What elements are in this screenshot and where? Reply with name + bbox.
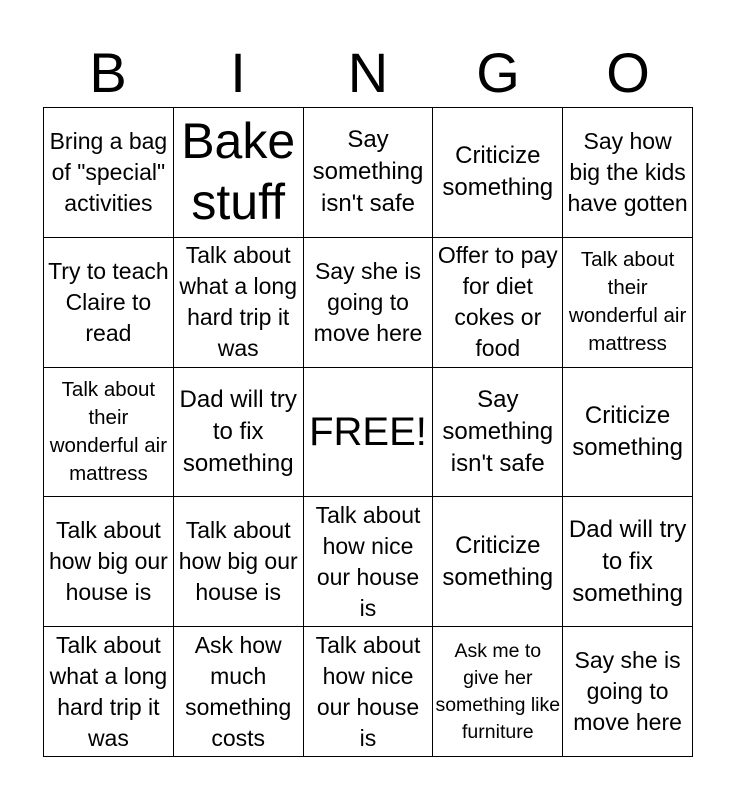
header-letter-b: B [89, 41, 127, 104]
cell-text: Talk about what a long hard trip it was [179, 242, 298, 362]
cell-text: Talk about how big our house is [178, 517, 298, 606]
header-letter-g: G [476, 41, 520, 104]
cell-text: Criticize something [442, 142, 554, 202]
bingo-cell-r3c4[interactable] [433, 368, 563, 498]
bingo-cell-r3c5[interactable] [563, 368, 693, 498]
bingo-cell-r1c1[interactable] [44, 108, 174, 238]
bingo-cell-r4c4[interactable] [433, 497, 563, 627]
cell-text: Talk about how nice our house is [315, 501, 421, 621]
bingo-cell-r2c1[interactable] [44, 238, 174, 368]
bingo-cell-r3c2[interactable] [174, 368, 304, 498]
cell-text: Offer to pay for diet cokes or food [437, 242, 558, 362]
cell-text: Criticize something [572, 401, 683, 461]
header-letter-i: I [230, 41, 246, 104]
bingo-cell-r3c3-free[interactable] [304, 368, 434, 498]
cell-text: Talk about how big our house is [48, 517, 168, 606]
cell-text: Criticize something [442, 531, 554, 591]
cell-text: Dad will try to fix something [568, 515, 687, 607]
bingo-cell-r5c2[interactable] [174, 627, 304, 757]
bingo-cell-r4c5[interactable] [563, 497, 693, 627]
bingo-cell-r5c4[interactable] [433, 627, 563, 757]
bingo-cell-r4c2[interactable] [174, 497, 304, 627]
bingo-cell-r2c2[interactable] [174, 238, 304, 368]
bingo-cell-r4c1[interactable] [44, 497, 174, 627]
cell-text: Ask how much something costs [185, 631, 292, 751]
bingo-header [43, 40, 693, 106]
cell-text: Bake stuff [181, 113, 296, 231]
cell-text: Say something isn't safe [442, 385, 554, 477]
bingo-cell-r1c3[interactable] [304, 108, 434, 238]
cell-text: Dad will try to fix something [179, 385, 297, 477]
bingo-cell-r2c5[interactable] [563, 238, 693, 368]
bingo-cell-r2c3[interactable] [304, 238, 434, 368]
cell-text: Say something isn't safe [312, 126, 424, 218]
header-letter-n: N [347, 41, 389, 104]
bingo-cell-r5c5[interactable] [563, 627, 693, 757]
cell-text: Say she is going to move here [313, 257, 423, 346]
bingo-cell-r4c3[interactable] [304, 497, 434, 627]
cell-text: Talk about how nice our house is [315, 631, 421, 751]
bingo-cell-r5c3[interactable] [304, 627, 434, 757]
cell-text: Bring a bag of "special" activities [49, 127, 168, 216]
cell-text: Talk about what a long hard trip it was [49, 631, 168, 751]
bingo-cell-r3c1[interactable] [44, 368, 174, 498]
bingo-cell-r2c4[interactable] [433, 238, 563, 368]
cell-text: Talk about their wonderful air mattress [568, 248, 687, 356]
bingo-cell-r5c1[interactable] [44, 627, 174, 757]
cell-text: Ask me to give her something like furniture [435, 639, 561, 743]
free-space-text: FREE! [309, 409, 427, 454]
cell-text: Talk about their wonderful air mattress [49, 377, 168, 485]
bingo-cell-r1c2[interactable] [174, 108, 304, 238]
bingo-cell-r1c4[interactable] [433, 108, 563, 238]
cell-text: Say how big the kids have gotten [567, 127, 688, 216]
cell-text: Try to teach Claire to read [48, 257, 169, 346]
header-letter-o: O [606, 41, 650, 104]
cell-text: Say she is going to move here [573, 647, 682, 736]
bingo-cell-r1c5[interactable] [563, 108, 693, 238]
bingo-board [43, 107, 693, 757]
